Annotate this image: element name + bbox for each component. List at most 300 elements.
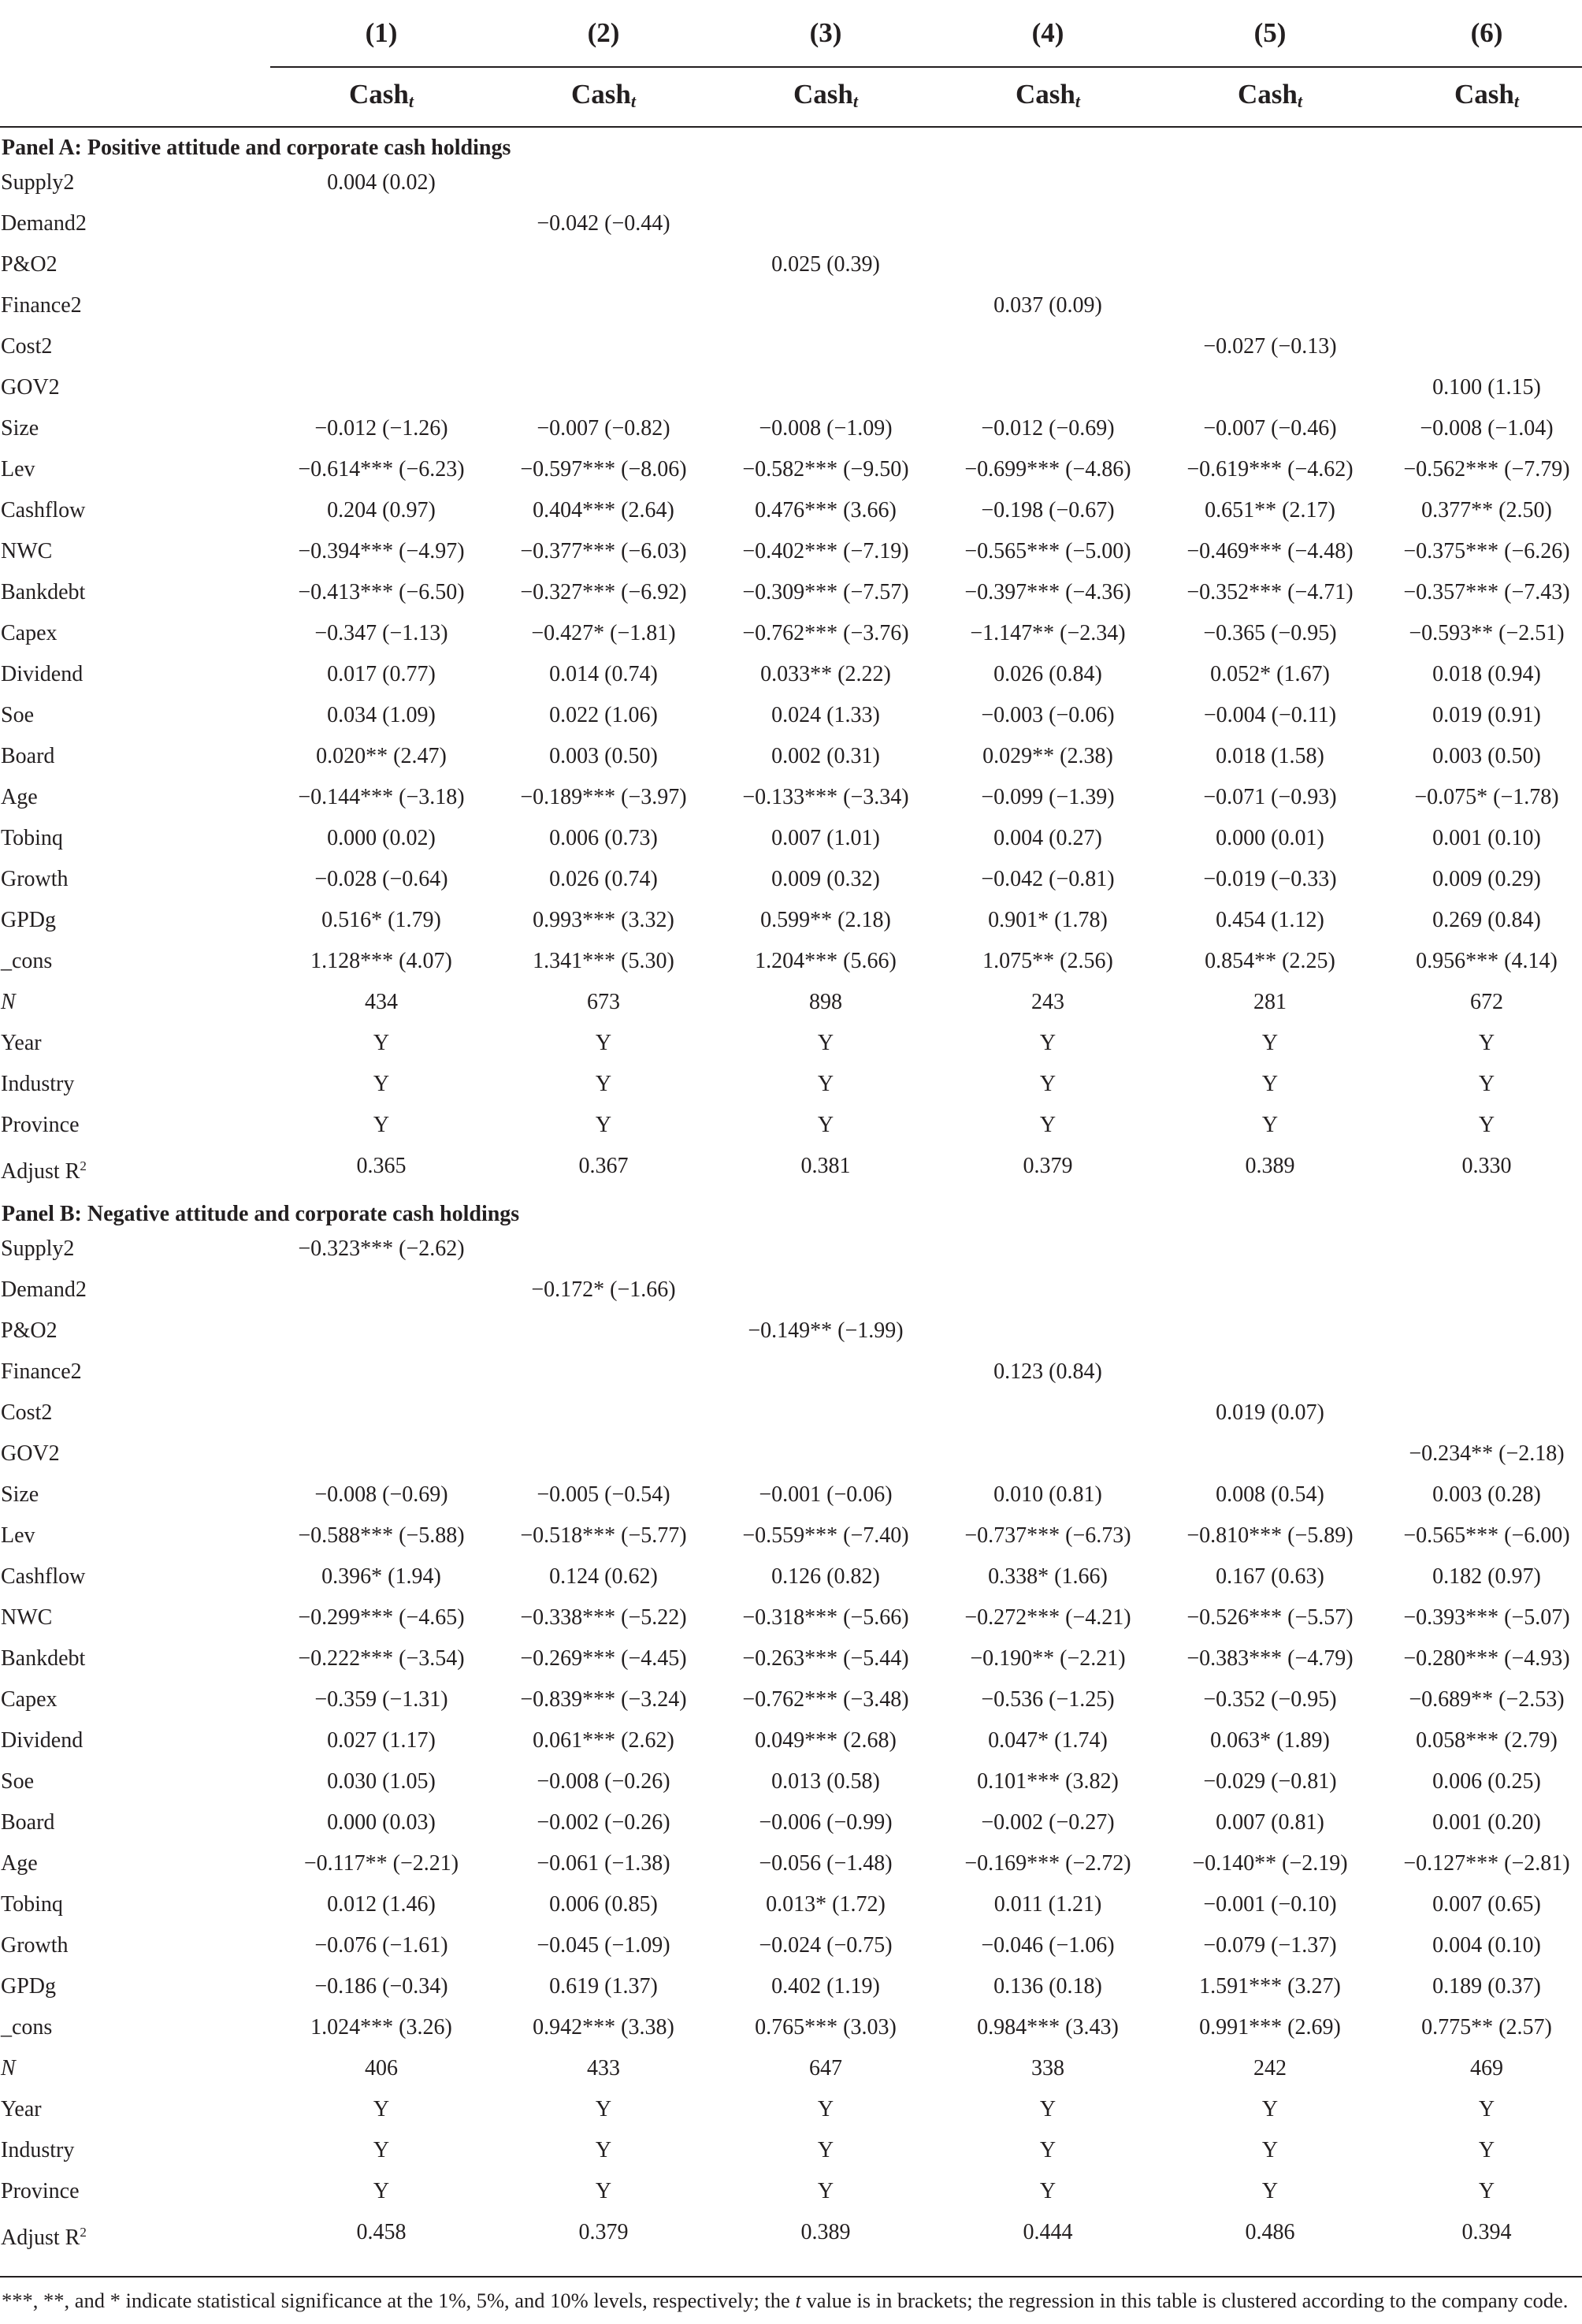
table-cell: 0.009 (0.29)	[1432, 867, 1541, 891]
row-label	[1, 1885, 63, 1924]
column-header-3: Cash$_t$	[793, 79, 858, 111]
table-cell: −0.309*** (−7.57)	[742, 580, 909, 604]
table-cell: Y	[1039, 1072, 1057, 1096]
row-label-text: Dividend	[1, 1728, 84, 1753]
table-row	[0, 1598, 1582, 1638]
table-cell: Y	[595, 2138, 612, 2162]
row-label	[1, 1844, 38, 1883]
table-cell: 0.367	[578, 1154, 629, 1178]
table-cell: 1.128*** (4.07)	[310, 949, 452, 973]
row-label-text: Bankdebt	[1, 580, 86, 604]
table-cell: 0.034 (1.09)	[327, 703, 436, 727]
table-cell: Y	[373, 2179, 390, 2203]
row-label-text: Bankdebt	[1, 1646, 86, 1671]
table-cell: 0.458	[356, 2220, 407, 2244]
row-label-superscript: 2	[80, 2225, 87, 2240]
table-cell: −0.689** (−2.53)	[1409, 1687, 1565, 1712]
table-footnote	[2, 2289, 1568, 2313]
table-cell: 1.204*** (5.66)	[755, 949, 897, 973]
table-cell: −0.001 (−0.06)	[759, 1482, 893, 1507]
row-label-text: Cashflow	[1, 1564, 86, 1589]
row-label-text: Growth	[1, 867, 69, 891]
row-label	[1, 1516, 35, 1556]
table-top-rule	[0, 126, 1582, 128]
table-cell: −0.169*** (−2.72)	[964, 1851, 1131, 1876]
table-row	[0, 1762, 1582, 1802]
table-cell: −0.263*** (−5.44)	[742, 1646, 909, 1671]
table-row	[0, 204, 1582, 244]
table-cell: 0.000 (0.03)	[327, 1810, 436, 1835]
row-label	[1, 2090, 42, 2129]
table-cell: 0.101*** (3.82)	[977, 1769, 1119, 1794]
table-cell: −0.008 (−1.04)	[1420, 416, 1554, 441]
table-cell: −0.597*** (−8.06)	[520, 457, 687, 482]
table-cell: 0.029** (2.38)	[982, 744, 1113, 768]
table-cell: 0.599** (2.18)	[760, 908, 891, 932]
table-cell: −0.186 (−0.34)	[314, 1974, 448, 1999]
row-label-text: Age	[1, 785, 38, 809]
row-label-text: GOV2	[1, 1441, 60, 1466]
row-label-text: N	[1, 990, 16, 1014]
table-cell: −0.002 (−0.27)	[981, 1810, 1115, 1835]
table-cell: 0.379	[1023, 1154, 1073, 1178]
table-cell: 0.006 (0.85)	[549, 1892, 658, 1917]
table-cell: Y	[1261, 2097, 1279, 2121]
table-cell: Y	[1261, 1072, 1279, 1096]
row-label-text: Size	[1, 416, 39, 441]
table-cell: 0.006 (0.25)	[1432, 1769, 1541, 1794]
table-cell: 0.775** (2.57)	[1421, 2015, 1552, 2040]
row-label-text: NWC	[1, 1605, 53, 1630]
footnote-part-2: value is in brackets; the regression in this table is clustered according to the company code.	[800, 2289, 1569, 2312]
table-row	[0, 1229, 1582, 1269]
table-cell: Y	[1478, 1031, 1495, 1055]
table-cell: −0.061 (−1.38)	[537, 1851, 670, 1876]
row-label-text: Growth	[1, 1933, 69, 1958]
row-label	[1, 2213, 87, 2258]
table-cell: Y	[1478, 1113, 1495, 1137]
table-row	[0, 1516, 1582, 1556]
table-cell: Y	[595, 1072, 612, 1096]
table-cell: 0.765*** (3.03)	[755, 2015, 897, 2040]
table-cell: 0.182 (0.97)	[1432, 1564, 1541, 1589]
row-label	[1, 286, 82, 325]
table-row	[0, 983, 1582, 1022]
row-label	[1, 1270, 87, 1310]
table-cell: −0.006 (−0.99)	[759, 1810, 893, 1835]
row-label	[1, 2131, 74, 2170]
table-cell: −0.019 (−0.33)	[1203, 867, 1337, 891]
table-cell: −0.327*** (−6.92)	[520, 580, 687, 604]
table-cell: −0.397*** (−4.36)	[964, 580, 1131, 604]
row-label-text: Demand2	[1, 211, 87, 236]
table-cell: Y	[1261, 1031, 1279, 1055]
table-cell: 0.003 (0.28)	[1432, 1482, 1541, 1507]
row-label	[1, 573, 85, 612]
table-row	[0, 1557, 1582, 1597]
table-row	[0, 1270, 1582, 1310]
footnote-t-symbol: t	[795, 2289, 801, 2312]
row-label-text: Soe	[1, 703, 34, 727]
table-row	[0, 655, 1582, 694]
row-label	[1, 778, 38, 817]
table-cell: 0.009 (0.32)	[771, 867, 880, 891]
table-cell: 0.002 (0.31)	[771, 744, 880, 768]
table-cell: −0.394*** (−4.97)	[298, 539, 465, 563]
table-row	[0, 2131, 1582, 2170]
row-label-text: Adjust R	[1, 2225, 80, 2250]
table-cell: −0.008 (−0.26)	[537, 1769, 670, 1794]
table-cell: 0.389	[800, 2220, 851, 2244]
table-cell: Y	[595, 2097, 612, 2121]
row-label	[1, 2008, 52, 2047]
table-cell: −0.028 (−0.64)	[314, 867, 448, 891]
table-cell: −0.318*** (−5.66)	[742, 1605, 909, 1630]
table-cell: −0.140** (−2.19)	[1192, 1851, 1348, 1876]
row-label	[1, 1024, 42, 1063]
row-label-text: Industry	[1, 2138, 75, 2162]
table-row	[0, 614, 1582, 653]
table-cell: Y	[373, 1031, 390, 1055]
column-header-6: Cash$_t$	[1454, 79, 1519, 111]
table-cell: 0.204 (0.97)	[327, 498, 436, 522]
row-label-text: GPDg	[1, 908, 57, 932]
table-row	[0, 942, 1582, 981]
row-label-text: Cashflow	[1, 498, 86, 522]
table-row	[0, 1803, 1582, 1842]
column-number-1: (1)	[365, 17, 398, 48]
row-label-superscript: 2	[80, 1158, 87, 1173]
table-cell: 0.901* (1.78)	[988, 908, 1108, 932]
table-cell: −0.737*** (−6.73)	[964, 1523, 1131, 1548]
table-row	[0, 1721, 1582, 1761]
table-cell: −0.189*** (−3.97)	[520, 785, 687, 809]
table-cell: 0.063* (1.89)	[1210, 1728, 1330, 1753]
table-row	[0, 737, 1582, 776]
table-row	[0, 2090, 1582, 2129]
table-row	[0, 1926, 1582, 1965]
row-label-text: Capex	[1, 621, 58, 645]
table-cell: 434	[365, 990, 398, 1014]
row-label	[1, 983, 16, 1022]
row-label	[1, 1475, 39, 1515]
table-cell: −0.222*** (−3.54)	[298, 1646, 465, 1671]
table-cell: 0.033** (2.22)	[760, 662, 891, 686]
table-cell: 0.516* (1.79)	[321, 908, 441, 932]
table-cell: −0.280*** (−4.93)	[1403, 1646, 1570, 1671]
table-row	[0, 532, 1582, 571]
row-label	[1, 2049, 16, 2088]
table-row	[0, 163, 1582, 203]
row-label	[1, 860, 69, 899]
table-cell: −0.079 (−1.37)	[1203, 1933, 1337, 1958]
table-cell: Y	[373, 2097, 390, 2121]
table-cell: 647	[809, 2056, 842, 2080]
table-cell: 0.396* (1.94)	[321, 1564, 441, 1589]
row-label-text: Adjust R	[1, 1159, 80, 1184]
row-label	[1, 942, 52, 981]
row-label-text: Finance2	[1, 293, 82, 318]
table-cell: −0.003 (−0.06)	[981, 703, 1115, 727]
row-label	[1, 409, 39, 448]
table-cell: Y	[1261, 2138, 1279, 2162]
table-cell: −0.269*** (−4.45)	[520, 1646, 687, 1671]
table-cell: Y	[1261, 1113, 1279, 1137]
row-label-text: Cost2	[1, 1400, 53, 1425]
table-cell: 0.061*** (2.62)	[533, 1728, 674, 1753]
table-cell: −0.190** (−2.21)	[970, 1646, 1126, 1671]
table-cell: 0.013 (0.58)	[771, 1769, 880, 1794]
table-cell: 433	[587, 2056, 620, 2080]
table-cell: −0.699*** (−4.86)	[964, 457, 1131, 482]
table-row	[0, 1434, 1582, 1474]
row-label-text: Year	[1, 2097, 42, 2121]
column-number-5: (5)	[1253, 17, 1287, 48]
table-cell: −0.007 (−0.46)	[1203, 416, 1337, 441]
table-row	[0, 286, 1582, 325]
table-cell: −0.810*** (−5.89)	[1186, 1523, 1354, 1548]
table-cell: −0.046 (−1.06)	[981, 1933, 1115, 1958]
table-cell: 0.126 (0.82)	[771, 1564, 880, 1589]
table-cell: −0.383*** (−4.79)	[1186, 1646, 1354, 1671]
row-label-text: Province	[1, 2179, 80, 2203]
table-row	[0, 1639, 1582, 1679]
table-cell: Y	[817, 2179, 834, 2203]
table-cell: 0.189 (0.37)	[1432, 1974, 1541, 1999]
table-cell: −0.359 (−1.31)	[314, 1687, 448, 1712]
table-cell: −0.012 (−0.69)	[981, 416, 1115, 441]
row-label	[1, 368, 60, 407]
footnote-part-1: ***, **, and * indicate statistical significance at the 1%, 5%, and 10% levels, respectively; the	[2, 2289, 796, 2312]
table-cell: 406	[365, 2056, 398, 2080]
table-cell: 0.100 (1.15)	[1432, 375, 1541, 400]
table-cell: 0.007 (0.81)	[1216, 1810, 1324, 1835]
table-cell: 0.013* (1.72)	[766, 1892, 886, 1917]
table-cell: −0.762*** (−3.48)	[742, 1687, 909, 1712]
row-label	[1, 1721, 83, 1761]
row-label-text: Demand2	[1, 1277, 87, 1302]
table-cell: −0.029 (−0.81)	[1203, 1769, 1337, 1794]
table-row	[0, 368, 1582, 407]
table-cell: −0.008 (−0.69)	[314, 1482, 448, 1507]
table-cell: −0.377*** (−6.03)	[520, 539, 687, 563]
table-cell: −0.839*** (−3.24)	[520, 1687, 687, 1712]
row-label	[1, 327, 52, 366]
table-row	[0, 1885, 1582, 1924]
row-label-text: Year	[1, 1031, 42, 1055]
row-label-text: Capex	[1, 1687, 58, 1712]
row-label-text: Board	[1, 1810, 55, 1835]
table-cell: 0.269 (0.84)	[1432, 908, 1541, 932]
table-cell: −0.593** (−2.51)	[1409, 621, 1565, 645]
table-row	[0, 1844, 1582, 1883]
row-label	[1, 1352, 82, 1392]
table-cell: −0.001 (−0.10)	[1203, 1892, 1337, 1917]
table-cell: −0.588*** (−5.88)	[298, 1523, 465, 1548]
table-cell: −0.347 (−1.13)	[314, 621, 448, 645]
table-cell: 0.018 (0.94)	[1432, 662, 1541, 686]
table-cell: 0.854** (2.25)	[1205, 949, 1335, 973]
table-cell: −0.133*** (−3.34)	[742, 785, 909, 809]
table-cell: 0.124 (0.62)	[549, 1564, 658, 1589]
table-cell: 0.454 (1.12)	[1216, 908, 1324, 932]
column-number-6: (6)	[1470, 17, 1503, 48]
table-cell: −0.234** (−2.18)	[1409, 1441, 1565, 1466]
row-label-text: GOV2	[1, 375, 60, 400]
row-label-text: Tobinq	[1, 1892, 63, 1917]
row-label	[1, 1639, 85, 1679]
table-row	[0, 1680, 1582, 1720]
table-cell: 0.004 (0.02)	[327, 170, 436, 195]
table-cell: −0.393*** (−5.07)	[1403, 1605, 1570, 1630]
table-row	[0, 2213, 1582, 2252]
row-label-text: _cons	[1, 2015, 53, 2040]
row-label	[1, 163, 74, 203]
table-cell: 0.942*** (3.38)	[533, 2015, 674, 2040]
table-row	[0, 2049, 1582, 2088]
row-label	[1, 1434, 60, 1474]
table-cell: 0.003 (0.50)	[1432, 744, 1541, 768]
table-cell: −0.762*** (−3.76)	[742, 621, 909, 645]
table-cell: Y	[1039, 2179, 1057, 2203]
row-label-text: NWC	[1, 539, 53, 563]
table-cell: −0.299*** (−4.65)	[298, 1605, 465, 1630]
table-cell: 0.052* (1.67)	[1210, 662, 1330, 686]
table-cell: 0.993*** (3.32)	[533, 908, 674, 932]
row-label	[1, 1557, 85, 1597]
table-cell: −0.565*** (−5.00)	[964, 539, 1131, 563]
table-cell: 0.037 (0.09)	[993, 293, 1102, 318]
table-cell: 0.000 (0.02)	[327, 826, 436, 850]
table-cell: −0.002 (−0.26)	[537, 1810, 670, 1835]
row-label	[1, 245, 58, 284]
table-cell: −0.518*** (−5.77)	[520, 1523, 687, 1548]
table-cell: −0.402*** (−7.19)	[742, 539, 909, 563]
table-cell: −0.582*** (−9.50)	[742, 457, 909, 482]
table-cell: 0.001 (0.10)	[1432, 826, 1541, 850]
table-cell: −0.149** (−1.99)	[748, 1318, 904, 1343]
table-cell: −0.375*** (−6.26)	[1403, 539, 1570, 563]
table-cell: 0.014 (0.74)	[549, 662, 658, 686]
row-label	[1, 696, 34, 735]
table-cell: −0.357*** (−7.43)	[1403, 580, 1570, 604]
row-label	[1, 1803, 54, 1842]
row-label-text: Lev	[1, 457, 35, 482]
table-cell: 242	[1253, 2056, 1287, 2080]
table-cell: 338	[1031, 2056, 1064, 2080]
table-cell: 0.008 (0.54)	[1216, 1482, 1324, 1507]
table-cell: 0.026 (0.74)	[549, 867, 658, 891]
table-cell: −0.117** (−2.21)	[303, 1851, 459, 1876]
row-label	[1, 737, 54, 776]
table-cell: Y	[1478, 2138, 1495, 2162]
table-cell: Y	[817, 2138, 834, 2162]
row-label	[1, 655, 83, 694]
table-cell: −0.536 (−1.25)	[981, 1687, 1115, 1712]
table-cell: Y	[373, 1072, 390, 1096]
table-cell: 0.167 (0.63)	[1216, 1564, 1324, 1589]
table-cell: −0.056 (−1.48)	[759, 1851, 893, 1876]
table-cell: 0.047* (1.74)	[988, 1728, 1108, 1753]
table-cell: 0.030 (1.05)	[327, 1769, 436, 1794]
table-cell: Y	[1478, 2097, 1495, 2121]
row-label-text: N	[1, 2056, 16, 2080]
table-cell: −0.075* (−1.78)	[1414, 785, 1559, 809]
table-cell: Y	[1478, 1072, 1495, 1096]
table-row	[0, 1147, 1582, 1186]
table-cell: 0.018 (1.58)	[1216, 744, 1324, 768]
row-label-text: Cost2	[1, 334, 53, 359]
table-row	[0, 1475, 1582, 1515]
table-cell: 0.984*** (3.43)	[977, 2015, 1119, 2040]
column-header-4: Cash$_t$	[1016, 79, 1080, 111]
table-cell: 0.379	[578, 2220, 629, 2244]
table-cell: 0.027 (1.17)	[327, 1728, 436, 1753]
table-row	[0, 778, 1582, 817]
table-cell: 0.444	[1023, 2220, 1073, 2244]
header-rule	[270, 66, 1582, 68]
row-label-text: Province	[1, 1113, 80, 1137]
table-row	[0, 1106, 1582, 1145]
table-cell: −1.147** (−2.34)	[970, 621, 1126, 645]
table-row	[0, 2172, 1582, 2211]
table-cell: −0.559*** (−7.40)	[742, 1523, 909, 1548]
table-cell: 0.991*** (2.69)	[1199, 2015, 1341, 2040]
table-cell: −0.042 (−0.44)	[537, 211, 670, 236]
table-row	[0, 491, 1582, 530]
table-cell: 0.058*** (2.79)	[1416, 1728, 1558, 1753]
row-label-text: _cons	[1, 949, 53, 973]
table-cell: 0.338* (1.66)	[988, 1564, 1108, 1589]
table-cell: −0.526*** (−5.57)	[1186, 1605, 1354, 1630]
row-label-text: Dividend	[1, 662, 84, 686]
row-label	[1, 450, 35, 489]
table-cell: 898	[809, 990, 842, 1014]
table-cell: 0.049*** (2.68)	[755, 1728, 897, 1753]
table-row	[0, 2008, 1582, 2047]
row-label-text: Board	[1, 744, 55, 768]
table-cell: 0.012 (1.46)	[327, 1892, 436, 1917]
row-label	[1, 532, 52, 571]
table-cell: 0.476*** (3.66)	[755, 498, 897, 522]
table-cell: −0.024 (−0.75)	[759, 1933, 893, 1958]
table-cell: 1.024*** (3.26)	[310, 2015, 452, 2040]
panel-a-title: Panel A: Positive attitude and corporate cash holdings	[2, 136, 511, 160]
table-cell: −0.565*** (−6.00)	[1403, 1523, 1570, 1548]
table-cell: 0.019 (0.07)	[1216, 1400, 1324, 1425]
row-label	[1, 1393, 52, 1433]
table-cell: 0.020** (2.47)	[316, 744, 447, 768]
table-cell: 0.394	[1461, 2220, 1512, 2244]
table-cell: 0.024 (1.33)	[771, 703, 880, 727]
table-cell: −0.012 (−1.26)	[314, 416, 448, 441]
row-label-text: Industry	[1, 1072, 75, 1096]
row-label	[1, 1926, 69, 1965]
row-label-text: Finance2	[1, 1359, 82, 1384]
table-cell: Y	[817, 1113, 834, 1137]
table-cell: Y	[373, 2138, 390, 2162]
table-cell: Y	[817, 1031, 834, 1055]
table-cell: −0.004 (−0.11)	[1203, 703, 1337, 727]
column-header-2: Cash$_t$	[571, 79, 636, 111]
table-cell: −0.338*** (−5.22)	[520, 1605, 687, 1630]
row-label-text: Size	[1, 1482, 39, 1507]
table-cell: 1.075** (2.56)	[982, 949, 1113, 973]
row-label	[1, 901, 56, 940]
row-label	[1, 1762, 34, 1802]
table-cell: 672	[1470, 990, 1503, 1014]
table-cell: 0.619 (1.37)	[549, 1974, 658, 1999]
